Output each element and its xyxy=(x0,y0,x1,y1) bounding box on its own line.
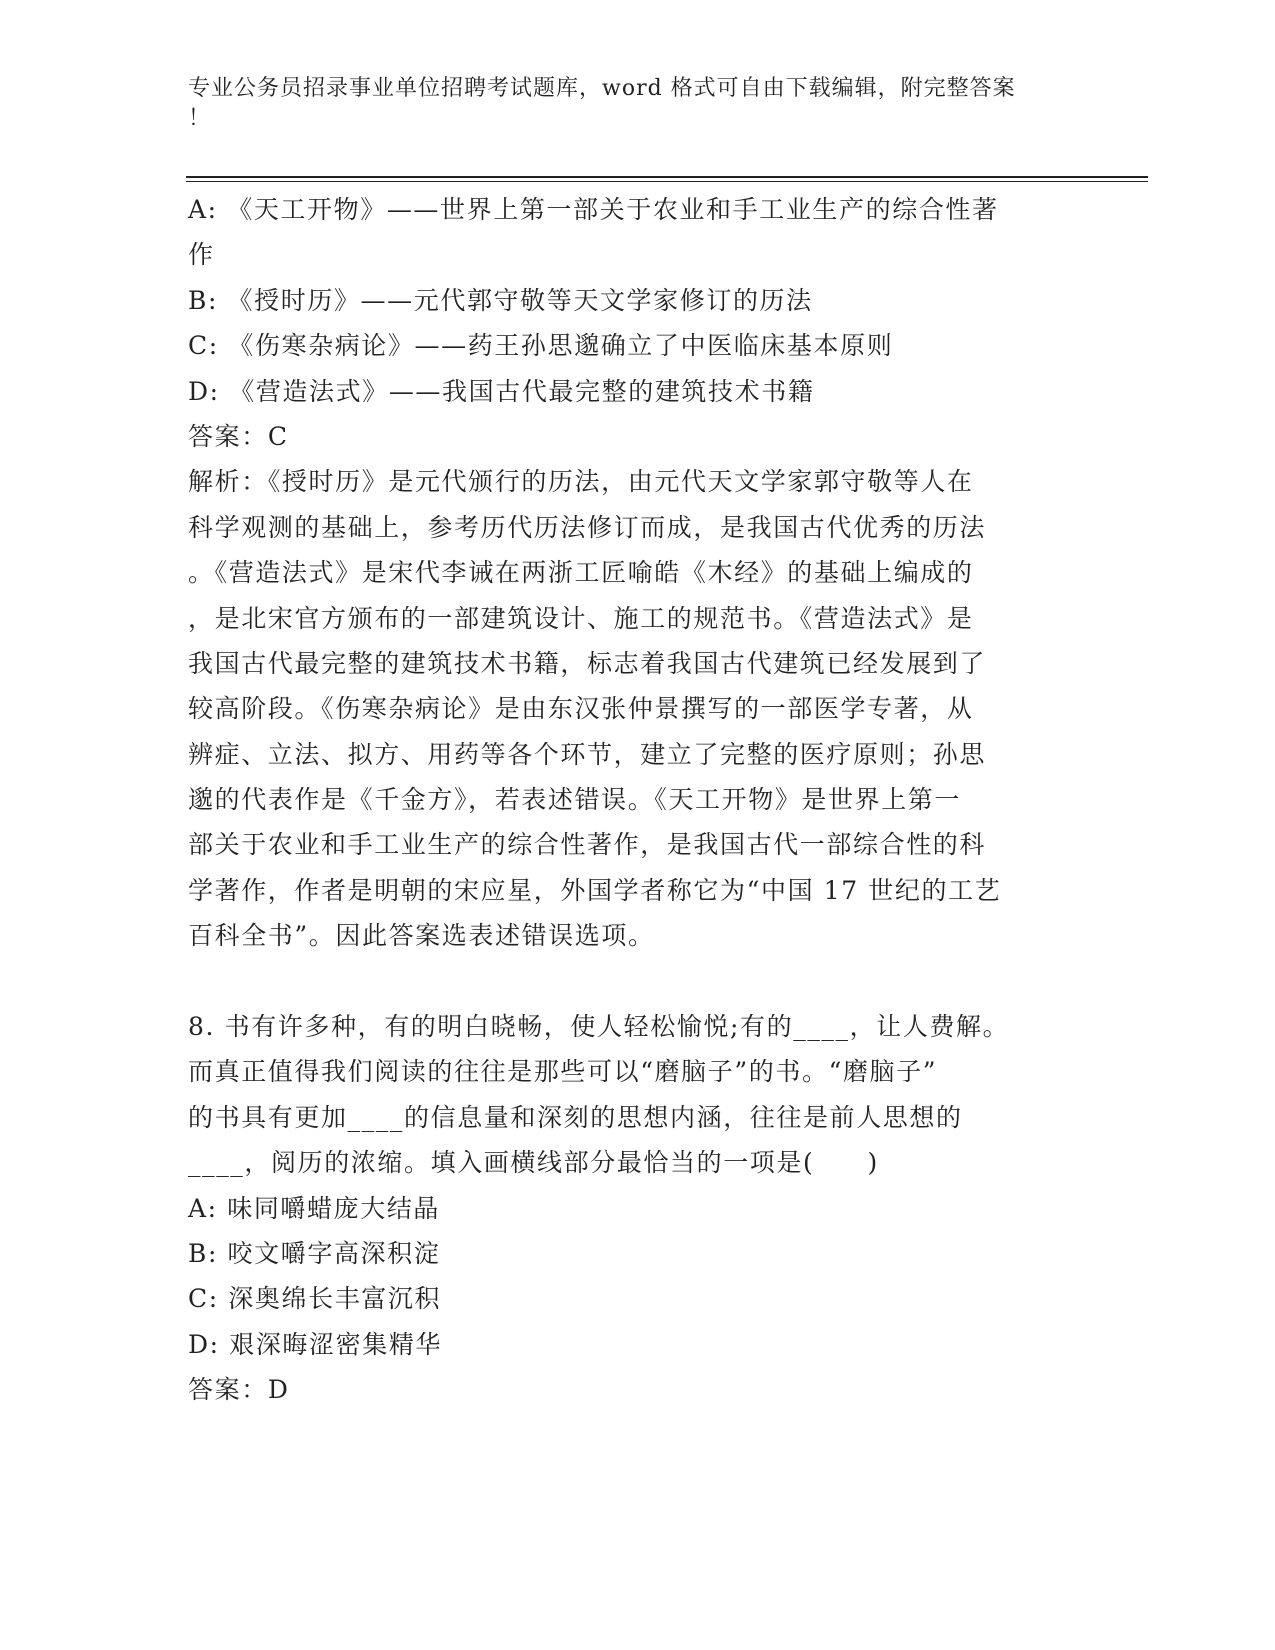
q7-analysis-line: 我国古代最完整的建筑技术书籍，标志着我国古代建筑已经发展到了 xyxy=(188,648,987,678)
q8-option-a: A: 味同嚼蜡庞大结晶 xyxy=(188,1193,441,1223)
q8-option-b: B: 咬文嚼字高深积淀 xyxy=(188,1238,441,1268)
q7-analysis-line: 邈的代表作是《千金方》，若表述错误。《天工开物》是世界上第一 xyxy=(188,785,962,815)
q8-answer xyxy=(188,1367,1068,1412)
q8-option-d: D: 艰深晦涩密集精华 xyxy=(188,1329,443,1359)
q7-option-b: B: 《授时历》——元代郭守敬等天文学家修订的历法 xyxy=(188,285,813,315)
q7-analysis-line xyxy=(188,459,1068,504)
q7-analysis-line: 百科全书”。因此答案选表述错误选项。 xyxy=(188,921,655,951)
q8-option-c: C: 深奥绵长丰富沉积 xyxy=(188,1284,442,1314)
q7-option-c: C: 《伤寒杂病论》——药王孙思邈确立了中医临床基本原则 xyxy=(188,331,894,361)
q7-analysis-line: ，是北宋官方颁布的一部建筑设计、施工的规范书。《营造法式》是 xyxy=(188,603,974,633)
q7-answer-value: C xyxy=(267,421,289,451)
header-rule-thick xyxy=(186,176,1148,178)
paragraph-gap xyxy=(188,959,1068,1004)
q7-analysis-line: 科学观测的基础上，参考历代历法修订而成，是我国古代优秀的历法 xyxy=(188,512,987,542)
page-header xyxy=(188,74,1068,134)
header-rule-thin xyxy=(186,181,1148,182)
q7-analysis-line: 。《营造法式》是宋代李诫在两浙工匠喻皓《木经》的基础上编成的 xyxy=(188,558,974,588)
q8-stem-line: 而真正值得我们阅读的往往是那些可以“磨脑子”的书。“磨脑子” xyxy=(188,1057,938,1087)
q8-answer-label: 答案： xyxy=(188,1375,268,1405)
q7-option-a-line-2: 作 xyxy=(188,240,215,270)
q8-stem-line: 的书具有更加____的信息量和深刻的思想内涵，往往是前人思想的 xyxy=(188,1102,963,1132)
header-line-2: ！ xyxy=(188,106,212,131)
q8-answer-value: D xyxy=(267,1375,290,1405)
q7-answer xyxy=(188,414,1068,459)
document-body xyxy=(188,187,1068,1413)
q7-analysis-label: 解析： xyxy=(188,467,268,497)
q7-analysis-line: 辨症、立法、拟方、用药等各个环节，建立了完整的医疗原则；孙思 xyxy=(188,739,987,769)
q7-option-a-line-1: A: 《天工开物》——世界上第一部关于农业和手工业生产的综合性著 xyxy=(188,195,999,224)
q7-answer-label: 答案： xyxy=(188,421,268,451)
q7-analysis-line: 部关于农业和手工业生产的综合性著作，是我国古代一部综合性的科 xyxy=(188,830,987,860)
q8-stem-line: ____，阅历的浓缩。填入画横线部分最恰当的一项是( ) xyxy=(188,1148,879,1178)
header-line-1: 专业公务员招录事业单位招聘考试题库，word 格式可自由下载编辑，附完整答案 xyxy=(188,76,1016,101)
q7-analysis-text: 《授时历》是元代颁行的历法，由元代天文学家郭守敬等人在 xyxy=(267,467,974,497)
q7-analysis-line: 较高阶段。《伤寒杂病论》是由东汉张仲景撰写的一部医学专著，从 xyxy=(188,694,974,724)
q8-stem-line: 8. 书有许多种，有的明白晓畅，使人轻松愉悦;有的____，让人费解。 xyxy=(188,1012,1010,1042)
q7-analysis-line: 学著作，作者是明朝的宋应星，外国学者称它为“中国 17 世纪的工艺 xyxy=(188,875,1002,905)
q7-option-d: D: 《营造法式》——我国古代最完整的建筑技术书籍 xyxy=(188,376,815,406)
